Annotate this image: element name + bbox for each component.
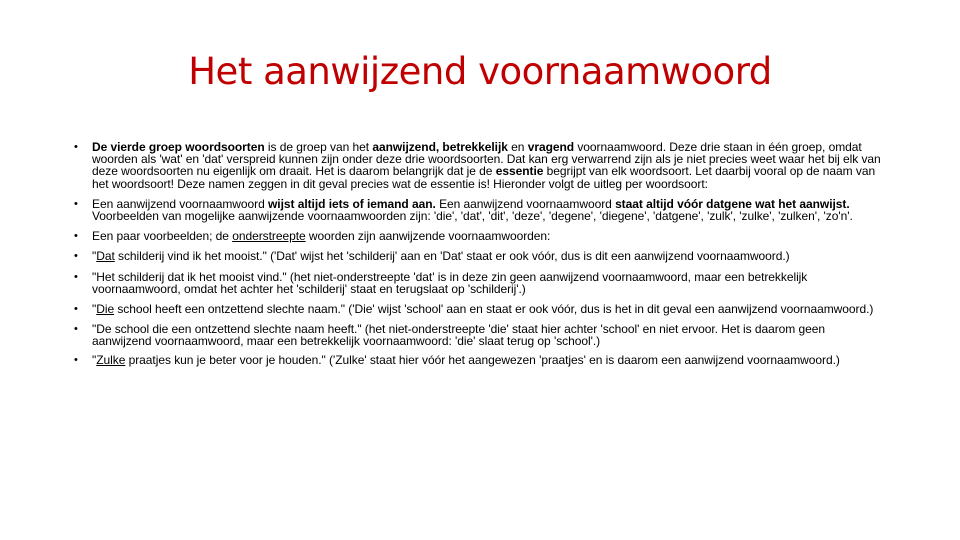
item-text: Een paar voorbeelden; de xyxy=(92,229,233,244)
item-text: Een aanwijzend voornaamwoord xyxy=(92,196,268,211)
bullet-list xyxy=(72,141,882,374)
item-text: "De school die een ontzettend slechte naam heeft." (het niet-onderstreepte 'die' staat hier achter 'school' en niet ervoor. Het is daarom geen aanwijzend voornaamwoord, maar een betrekkelijk voornaamwoord: 'die' slaat terug op 'school'.) xyxy=(92,322,826,349)
bullet-dot-icon: • xyxy=(74,250,78,263)
item-text: woorden zijn aanwijzende voornaamwoorden: xyxy=(305,229,551,244)
bullet-item-6 xyxy=(72,303,882,315)
item-text: " xyxy=(92,352,97,367)
item-text: "Het schilderij dat ik het mooist vind." (het niet-onderstreepte 'dat' is in deze zin geen aanwijzend voornaamwoord, maar een betrekkelijk voornaamwoord, omdat het achter het 'schilderij' staat en terugslaat op 'schilderij'.) xyxy=(92,269,808,296)
bullet-dot-icon: • xyxy=(74,141,78,153)
item-text: Een aanwijzend voornaamwoord xyxy=(435,196,616,211)
item-text: begrijpt van elk woordsoort. Let daarbij vooral op de naam van het woordsoort! Deze namen zeggen in dit geval precies wat de essentie is! Hieronder volgt de uitleg per woordsoort: xyxy=(92,164,876,191)
slide-title: Het aanwijzend voornaamwoord xyxy=(188,50,772,93)
item-text: schilderij vind ik het mooist." ('Dat' wijst het 'schilderij' aan en 'Dat' staat er ook vóór, dus is dit een aanwijzend voornaamwoord.) xyxy=(114,249,790,264)
bullet-dot-icon: • xyxy=(74,353,78,366)
bullet-item-5 xyxy=(72,271,882,295)
underlined-word: Die xyxy=(96,302,115,317)
bullet-dot-icon: • xyxy=(74,270,78,283)
item-text: en xyxy=(507,140,528,154)
bullet-dot-icon: • xyxy=(74,303,78,316)
item-text: school heeft een ontzettend slechte naam." ('Die' wijst 'school' aan en staat er ook vóór, dus is het in dit geval een aanwijzend voornaamwoord.) xyxy=(114,302,874,317)
bullet-dot-icon: • xyxy=(74,323,78,336)
item-text: voornaamwoord. Deze drie staan in één groep, omdat woorden als 'wat' en 'dat' verspreid kunnen zijn onder deze drie woordsoorten. Dat kan erg verwarrend zijn als je niet precies weet waar het bij elk van deze woordsoorten nu eigenlijk om draait. Het is daarom belangrijk dat je de xyxy=(92,140,881,179)
item-text: praatjes kun je beter voor je houden." ('Zulke' staat hier vóór het aangewezen 'praatjes' en is daarom een aanwijzend voornaamwoord.) xyxy=(125,352,840,367)
bullet-dot-icon: • xyxy=(74,197,78,210)
item-text: is de groep van het xyxy=(264,140,373,154)
bullet-item-2 xyxy=(72,198,882,222)
bullet-dot-icon: • xyxy=(74,230,78,243)
bullet-item-7 xyxy=(72,323,882,347)
underlined-word: Dat xyxy=(96,249,115,264)
item-text: " xyxy=(92,302,97,317)
item-text: aanwijzend, betrekkelijk xyxy=(372,140,508,154)
underlined-word: Zulke xyxy=(96,352,126,367)
item-text: wijst altijd iets of iemand aan. xyxy=(268,196,436,211)
item-text: vragend xyxy=(527,140,575,154)
item-text: staat altijd vóór datgene wat het aanwijst. xyxy=(615,196,850,211)
bullet-item-1 xyxy=(72,141,882,190)
item-text: essentie xyxy=(495,164,544,179)
item-text: De vierde groep woordsoorten xyxy=(92,140,265,154)
item-text: Voorbeelden van mogelijke aanwijzende voornaamwoorden zijn: 'die', 'dat', 'dit', 'deze', 'degene', 'diegene', 'datgene', 'zulk', 'zulke', 'zulken', 'zo'n'. xyxy=(92,209,853,224)
bullet-item-8 xyxy=(72,354,882,366)
underlined-word: onderstreepte xyxy=(232,229,306,244)
item-text: " xyxy=(92,249,97,264)
bullet-item-3 xyxy=(72,230,882,242)
bullet-item-4 xyxy=(72,250,882,262)
